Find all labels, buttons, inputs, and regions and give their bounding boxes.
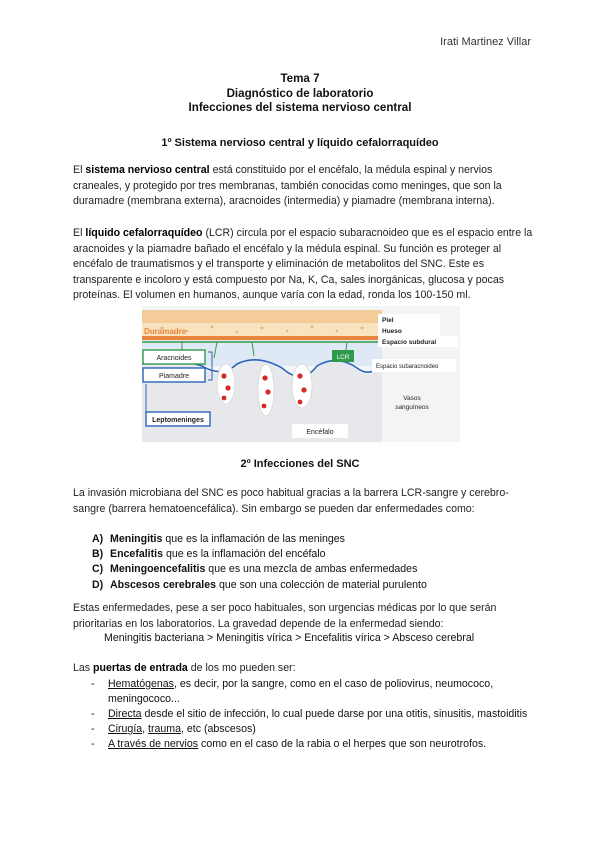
list-item: - Hematógenas, es decir, por la sangre, como en el caso de poliovirus, neumococo, meningococo... <box>91 677 538 707</box>
severity-ranking: Meningitis bacteriana > Meningitis vírica > Encefalitis vírica > Absceso cerebral <box>104 632 475 644</box>
paragraph-invasion: La invasión microbiana del SNC es poco habitual gracias a la barrera LCR-sangre y cerebro-sangre (barrera hematoencefálica). Sin embargo se pueden dar enfermedades como: <box>73 487 509 515</box>
meninges-diagram <box>142 306 460 442</box>
vasos-label-1: Vasos <box>403 395 421 402</box>
paragraph-snc: El sistema nervioso central está constituido por el encéfalo, la médula espinal y nervios craneales, y protegido por tres membranas, también conocidas como meninges, que son la duramadre (membrana externa), aracnoides (intermedia) y piamadre (membrana interna). <box>73 164 502 208</box>
term-lcr: líquido cefalorraquídeo <box>85 227 203 239</box>
disease-list <box>92 532 427 593</box>
dura-layer <box>142 336 382 340</box>
term-snc: sistema nervioso central <box>85 164 210 176</box>
paragraph-entry: Las puertas de entrada de los mo pueden ser: <box>73 662 296 674</box>
paragraph-lcr: El líquido cefalorraquídeo (LCR) circula por el espacio subaracnoideo que es el espacio entre la aracnoides y la piamadre bañado el encéfalo y la médula espinal. Su función es proteger al encéfalo de traumatismos y el transporte y eliminación de metabolitos del SNC. Este es transparente e incoloro y está compuesto por Na, K, Ca, sales inorgánicas, glucosa y pocas proteínas. El volumen en humanos, aunque varía con la edad, ronda los 100-150 ml. <box>73 227 533 302</box>
section1-heading: 1º Sistema nervioso central y líquido cefalorraquídeo <box>161 137 439 149</box>
aracnoides-label: Aracnoides <box>156 355 192 362</box>
section2-heading: 2º Infecciones del SNC <box>240 458 360 470</box>
subdural-label: Espacio subdural <box>382 339 437 346</box>
author-name: Irati Martinez Villar <box>440 36 531 48</box>
vasos-label-2: sanguíneos <box>395 404 429 411</box>
duramadre-label: Duramadre <box>144 327 187 336</box>
document-title <box>0 72 600 116</box>
lcr-label: LCR <box>336 354 350 361</box>
list-item: - Cirugía, trauma, etc (abscesos) <box>91 722 538 737</box>
leptomeninges-label: Leptomeninges <box>152 417 204 424</box>
title-subject: Diagnóstico de laboratorio <box>226 86 374 100</box>
paragraph-urgency: Estas enfermedades, pese a ser poco habituales, son urgencias médicas por lo que serán prioritarias en los laboratorios. La gravedad depende de la enfermedad siendo: <box>73 602 497 630</box>
skin-layer <box>142 310 382 323</box>
entry-routes-list <box>91 677 538 752</box>
list-item: C) Meningoencefalitis que es una mezcla de ambas enfermedades <box>92 563 418 576</box>
list-item: B) Encefalitis que es la inflamación del encéfalo <box>92 548 326 561</box>
list-item: - Directa desde el sitio de infección, lo cual puede darse por una otitis, sinusitis, mastoiditis <box>91 707 538 722</box>
hueso-label: Hueso <box>382 328 402 335</box>
title-main: Infecciones del sistema nervioso central <box>188 101 412 114</box>
piel-label: Piel <box>382 317 394 324</box>
term-entry: puertas de entrada <box>93 662 188 674</box>
piamadre-label: Piamadre <box>159 373 189 380</box>
list-item: D) Abscesos cerebrales que son una colección de material purulento <box>92 578 427 591</box>
title-topic: Tema 7 <box>280 72 320 85</box>
list-item: A) Meningitis que es la inflamación de las meninges <box>92 533 345 545</box>
list-item: - A través de nervios como en el caso de la rabia o el herpes que son neurotrofos. <box>91 737 538 752</box>
subaracnoideo-label: Espacio subaracnoideo <box>376 364 439 370</box>
encefalo-label: Encéfalo <box>306 429 334 436</box>
